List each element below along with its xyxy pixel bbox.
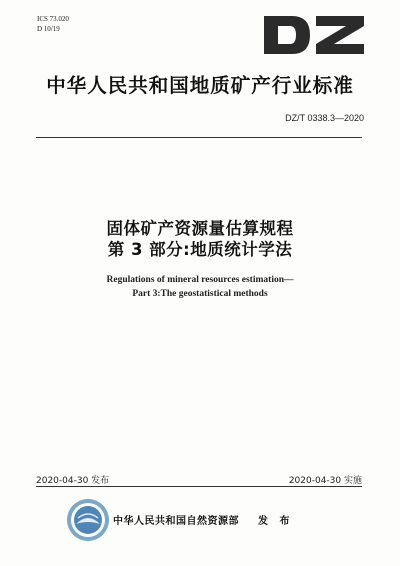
top-divider <box>36 137 362 138</box>
implement-date: 2020-04-30 实施 <box>288 476 362 486</box>
issue-label: 发 布 <box>258 516 294 527</box>
standard-category-title: 中华人民共和国地质矿产行业标准 <box>46 74 354 97</box>
issuing-authority: 中华人民共和国自然资源部 <box>113 516 239 527</box>
ministry-emblem-icon <box>66 498 110 542</box>
publish-date: 2020-04-30 发布 <box>36 476 110 486</box>
document-title-cn-line1: 固体矿产资源量估算规程 <box>106 219 294 238</box>
ccs-code: D 10/19 <box>37 25 60 33</box>
ics-code: ICS 73.020 <box>37 15 69 23</box>
document-title-en-line2: Part 3:The geostatistical methods <box>132 289 268 299</box>
dz-logo <box>262 14 366 56</box>
standard-number: DZ/T 0338.3—2020 <box>285 113 364 123</box>
document-title-cn-line2: 第 3 部分:地质统计学法 <box>107 240 293 259</box>
document-title-en-line1: Regulations of mineral resources estimation— <box>106 275 294 285</box>
dz-logo-icon <box>262 14 366 56</box>
ministry-seal <box>66 498 110 542</box>
bottom-divider <box>36 486 362 487</box>
